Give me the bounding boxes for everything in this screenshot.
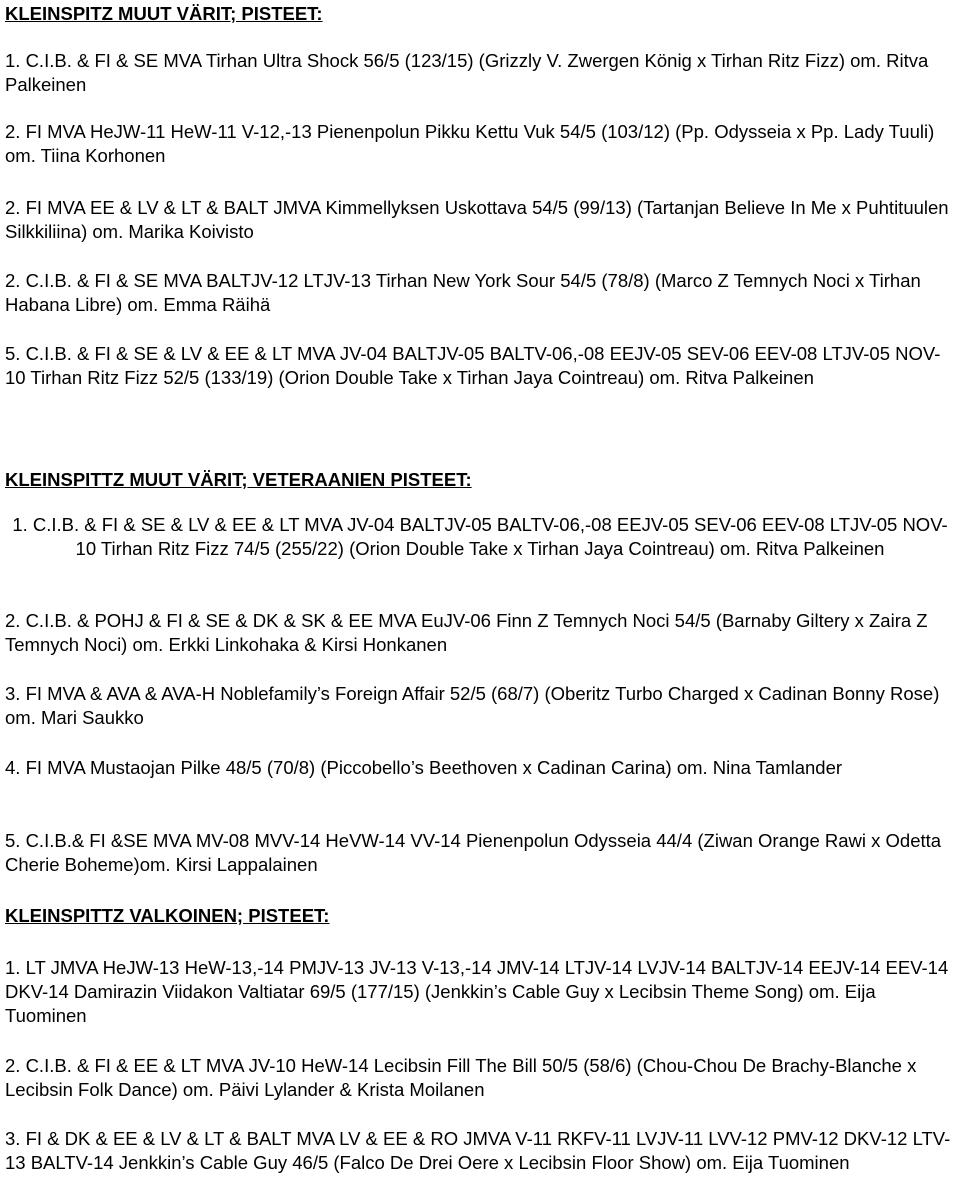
list-item	[5, 756, 955, 780]
entry-text: 1. C.I.B. & FI & SE & LV & EE & LT MVA JV-04 BALTJV-05 BALTV-06,-08 EEJV-05 SEV-06 EEV-08 LTJV-05 NOV-10 Tirhan Ritz Fizz 74/5 (255/22) (Orion Double Take x Tirhan Jaya Cointreau) om. Ritva Palkeinen	[12, 514, 948, 559]
entry-text: 5. C.I.B.& FI &SE MVA MV-08 MVV-14 HeVW-14 VV-14 Pienenpolun Odysseia 44/4 (Ziwan Orange Rawi x Odetta Cherie Boheme)om. Kirsi Lappalainen	[5, 830, 942, 875]
entry-text: 3. FI & DK & EE & LV & LT & BALT MVA LV & EE & RO JMVA V-11 RKFV-11 LVJV-11 LVV-12 PMV-12 DKV-12 LTV-13 BALTV-14 Jenkkin’s Cable Guy 46/5 (Falco De Drei Oere x Lecibsin Floor Show) om. Eija Tuominen	[5, 1128, 951, 1173]
section-heading-muut-varit: KLEINSPITZ MUUT VÄRIT; PISTEET:	[5, 3, 323, 24]
section-heading-veteraanien: KLEINSPITTZ MUUT VÄRIT; VETERAANIEN PISTEET:	[5, 469, 472, 490]
entry-text: 2. FI MVA EE & LV & LT & BALT JMVA Kimmellyksen Uskottava 54/5 (99/13) (Tartanjan Believe In Me x Puhtituulen Silkkiliina) om. Marika Koivisto	[5, 197, 949, 242]
section-title	[5, 2, 955, 26]
list-item	[5, 829, 955, 877]
entry-text: 4. FI MVA Mustaojan Pilke 48/5 (70/8) (Piccobello’s Beethoven x Cadinan Carina) om. Nina Tamlander	[5, 757, 843, 778]
list-item	[5, 120, 955, 168]
entry-text: 5. C.I.B. & FI & SE & LV & EE & LT MVA JV-04 BALTJV-05 BALTV-06,-08 EEJV-05 SEV-06 EEV-08 LTJV-05 NOV-10 Tirhan Ritz Fizz 52/5 (133/19) (Orion Double Take x Tirhan Jaya Cointreau) om. Ritva Palkeinen	[5, 343, 941, 388]
list-item	[5, 609, 955, 657]
list-item	[5, 196, 955, 244]
entry-text: 1. C.I.B. & FI & SE MVA Tirhan Ultra Shock 56/5 (123/15) (Grizzly V. Zwergen König x Tirhan Ritz Fizz) om. Ritva Palkeinen	[5, 50, 929, 95]
list-item	[5, 956, 955, 1028]
section-title	[5, 904, 955, 928]
list-item	[5, 49, 955, 97]
entry-text: 1. LT JMVA HeJW-13 HeW-13,-14 PMJV-13 JV-13 V-13,-14 JMV-14 LTJV-14 LVJV-14 BALTJV-14 EEJV-14 EEV-14 DKV-14 Damirazin Viidakon Valtiatar 69/5 (177/15) (Jenkkin’s Cable Guy x Lecibsin Theme Song) om. Eija Tuominen	[5, 957, 949, 1026]
list-item	[5, 269, 955, 317]
list-item	[5, 342, 955, 390]
entry-text: 2. C.I.B. & FI & EE & LT MVA JV-10 HeW-14 Lecibsin Fill The Bill 50/5 (58/6) (Chou-Chou De Brachy-Blanche x Lecibsin Folk Dance) om. Päivi Lylander & Krista Moilanen	[5, 1055, 917, 1100]
entry-text: 3. FI MVA & AVA & AVA-H Noblefamily’s Foreign Affair 52/5 (68/7) (Oberitz Turbo Charged x Cadinan Bonny Rose) om. Mari Saukko	[5, 683, 940, 728]
section-heading-valkoinen: KLEINSPITTZ VALKOINEN; PISTEET:	[5, 905, 330, 926]
list-item	[5, 682, 955, 730]
entry-text: 2. FI MVA HeJW-11 HeW-11 V-12,-13 Pienenpolun Pikku Kettu Vuk 54/5 (103/12) (Pp. Odysseia x Pp. Lady Tuuli) om. Tiina Korhonen	[5, 121, 935, 166]
list-item	[5, 513, 955, 561]
list-item	[5, 1127, 955, 1175]
section-title	[5, 468, 955, 492]
list-item	[5, 1054, 955, 1102]
entry-text: 2. C.I.B. & POHJ & FI & SE & DK & SK & EE MVA EuJV-06 Finn Z Temnych Noci 54/5 (Barnaby Giltery x Zaira Z Temnych Noci) om. Erkki Linkohaka & Kirsi Honkanen	[5, 610, 928, 655]
entry-text: 2. C.I.B. & FI & SE MVA BALTJV-12 LTJV-13 Tirhan New York Sour 54/5 (78/8) (Marco Z Temnych Noci x Tirhan Habana Libre) om. Emma Räihä	[5, 270, 921, 315]
